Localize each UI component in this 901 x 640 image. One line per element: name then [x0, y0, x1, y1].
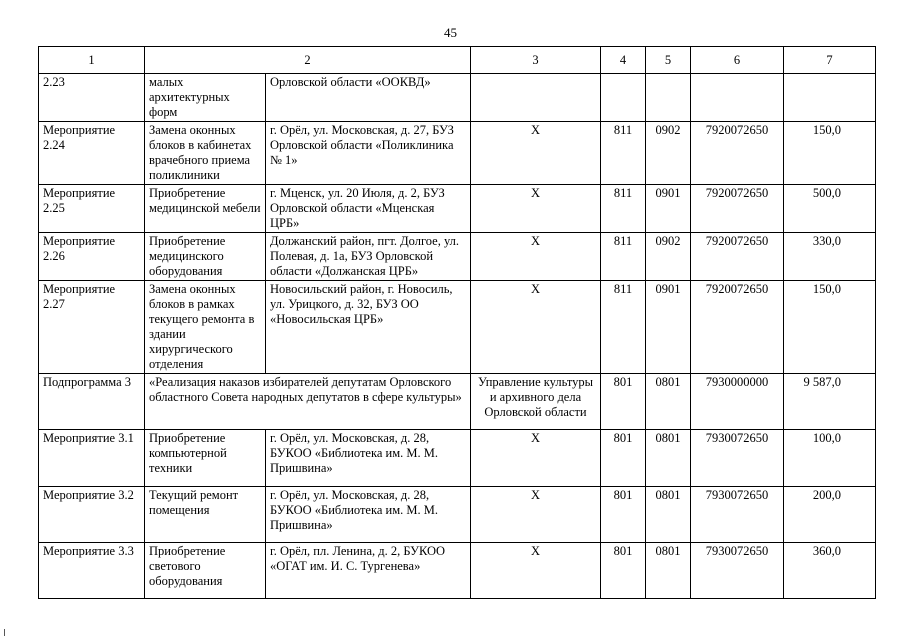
- row-grbs-cell: 811: [601, 185, 646, 233]
- page-number: 45: [444, 25, 457, 40]
- row-address-cell: г. Орёл, пл. Ленина, д. 2, БУКОО «ОГАТ им. И. С. Тургенева»: [266, 543, 471, 599]
- row-executor-cell: Управление культуры и архивного дела Орловской области: [471, 374, 601, 430]
- row-grbs-cell: 811: [601, 233, 646, 281]
- row-description-cell: «Реализация наказов избирателей депутатам Орловского областного Совета народных депутатов в сфере культуры»: [145, 374, 471, 430]
- row-target-article-cell: [691, 74, 784, 122]
- table-row: [39, 74, 876, 122]
- row-section-cell: 0901: [646, 281, 691, 374]
- row-code-cell: Мероприятие 2.26: [39, 233, 145, 281]
- row-code-cell: Мероприятие 3.3: [39, 543, 145, 599]
- row-address-cell: г. Орёл, ул. Московская, д. 28, БУКОО «Библиотека им. М. М. Пришвина»: [266, 487, 471, 543]
- row-code-cell: Мероприятие 2.25: [39, 185, 145, 233]
- row-target-article-cell: 7930000000: [691, 374, 784, 430]
- table-row: [39, 185, 876, 233]
- row-activity-cell: Приобретение светового оборудования: [145, 543, 266, 599]
- row-activity-cell: малых архитектурных форм: [145, 74, 266, 122]
- table-row: [39, 233, 876, 281]
- row-amount-cell: 330,0: [784, 233, 876, 281]
- row-executor-cell: [471, 74, 601, 122]
- row-section-cell: 0801: [646, 543, 691, 599]
- row-grbs-cell: 801: [601, 543, 646, 599]
- table-row: [39, 374, 876, 430]
- row-target-article-cell: 7920072650: [691, 122, 784, 185]
- row-activity-cell: Приобретение компьютерной техники: [145, 430, 266, 487]
- row-code-cell: 2.23: [39, 74, 145, 122]
- row-address-cell: Орловской области «ООКВД»: [266, 74, 471, 122]
- row-code-cell: Мероприятие 3.1: [39, 430, 145, 487]
- row-executor-cell: X: [471, 233, 601, 281]
- row-address-cell: г. Мценск, ул. 20 Июля, д. 2, БУЗ Орловской области «Мценская ЦРБ»: [266, 185, 471, 233]
- row-executor-cell: X: [471, 430, 601, 487]
- row-grbs-cell: 801: [601, 430, 646, 487]
- table-row: [39, 122, 876, 185]
- header-cell: 4: [601, 47, 646, 74]
- row-grbs-cell: 811: [601, 281, 646, 374]
- row-amount-cell: [784, 74, 876, 122]
- row-amount-cell: 150,0: [784, 122, 876, 185]
- row-activity-cell: Замена оконных блоков в рамках текущего ремонта в здании хирургического отделения: [145, 281, 266, 374]
- row-grbs-cell: 801: [601, 487, 646, 543]
- scan-mark: [4, 629, 5, 636]
- row-target-article-cell: 7930072650: [691, 487, 784, 543]
- row-code-cell: Мероприятие 2.24: [39, 122, 145, 185]
- row-address-cell: г. Орёл, ул. Московская, д. 27, БУЗ Орловской области «Поликлиника № 1»: [266, 122, 471, 185]
- header-cell: 1: [39, 47, 145, 74]
- row-section-cell: 0902: [646, 233, 691, 281]
- row-amount-cell: 360,0: [784, 543, 876, 599]
- row-address-cell: г. Орёл, ул. Московская, д. 28, БУКОО «Библиотека им. М. М. Пришвина»: [266, 430, 471, 487]
- row-grbs-cell: [601, 74, 646, 122]
- header-cell: 2: [145, 47, 471, 74]
- row-target-article-cell: 7920072650: [691, 185, 784, 233]
- row-amount-cell: 9 587,0: [784, 374, 876, 430]
- row-executor-cell: X: [471, 185, 601, 233]
- header-cell: 5: [646, 47, 691, 74]
- row-section-cell: 0801: [646, 430, 691, 487]
- table-row: [39, 281, 876, 374]
- row-executor-cell: X: [471, 487, 601, 543]
- row-target-article-cell: 7920072650: [691, 233, 784, 281]
- row-amount-cell: 100,0: [784, 430, 876, 487]
- header-cell: 6: [691, 47, 784, 74]
- row-section-cell: [646, 74, 691, 122]
- row-section-cell: 0801: [646, 487, 691, 543]
- row-section-cell: 0801: [646, 374, 691, 430]
- row-code-cell: Мероприятие 3.2: [39, 487, 145, 543]
- budget-table: [38, 46, 876, 599]
- header-cell: 3: [471, 47, 601, 74]
- row-activity-cell: Текущий ремонт помещения: [145, 487, 266, 543]
- row-amount-cell: 200,0: [784, 487, 876, 543]
- row-address-cell: Должанский район, пгт. Долгое, ул. Полевая, д. 1а, БУЗ Орловской области «Должанская ЦРБ»: [266, 233, 471, 281]
- row-address-cell: Новосильский район, г. Новосиль, ул. Урицкого, д. 32, БУЗ ОО «Новосильская ЦРБ»: [266, 281, 471, 374]
- row-target-article-cell: 7920072650: [691, 281, 784, 374]
- row-target-article-cell: 7930072650: [691, 543, 784, 599]
- row-code-cell: Мероприятие 2.27: [39, 281, 145, 374]
- row-executor-cell: X: [471, 122, 601, 185]
- row-grbs-cell: 801: [601, 374, 646, 430]
- header-cell: 7: [784, 47, 876, 74]
- row-section-cell: 0902: [646, 122, 691, 185]
- row-amount-cell: 150,0: [784, 281, 876, 374]
- row-activity-cell: Приобретение медицинского оборудования: [145, 233, 266, 281]
- row-amount-cell: 500,0: [784, 185, 876, 233]
- row-executor-cell: X: [471, 281, 601, 374]
- row-target-article-cell: 7930072650: [691, 430, 784, 487]
- row-code-cell: Подпрограмма 3: [39, 374, 145, 430]
- table-row: [39, 487, 876, 543]
- row-executor-cell: X: [471, 543, 601, 599]
- table-row: [39, 430, 876, 487]
- row-section-cell: 0901: [646, 185, 691, 233]
- table-header-row: [39, 47, 876, 74]
- row-activity-cell: Приобретение медицинской мебели: [145, 185, 266, 233]
- row-grbs-cell: 811: [601, 122, 646, 185]
- table-row: [39, 543, 876, 599]
- row-activity-cell: Замена оконных блоков в кабинетах врачебного приема поликлиники: [145, 122, 266, 185]
